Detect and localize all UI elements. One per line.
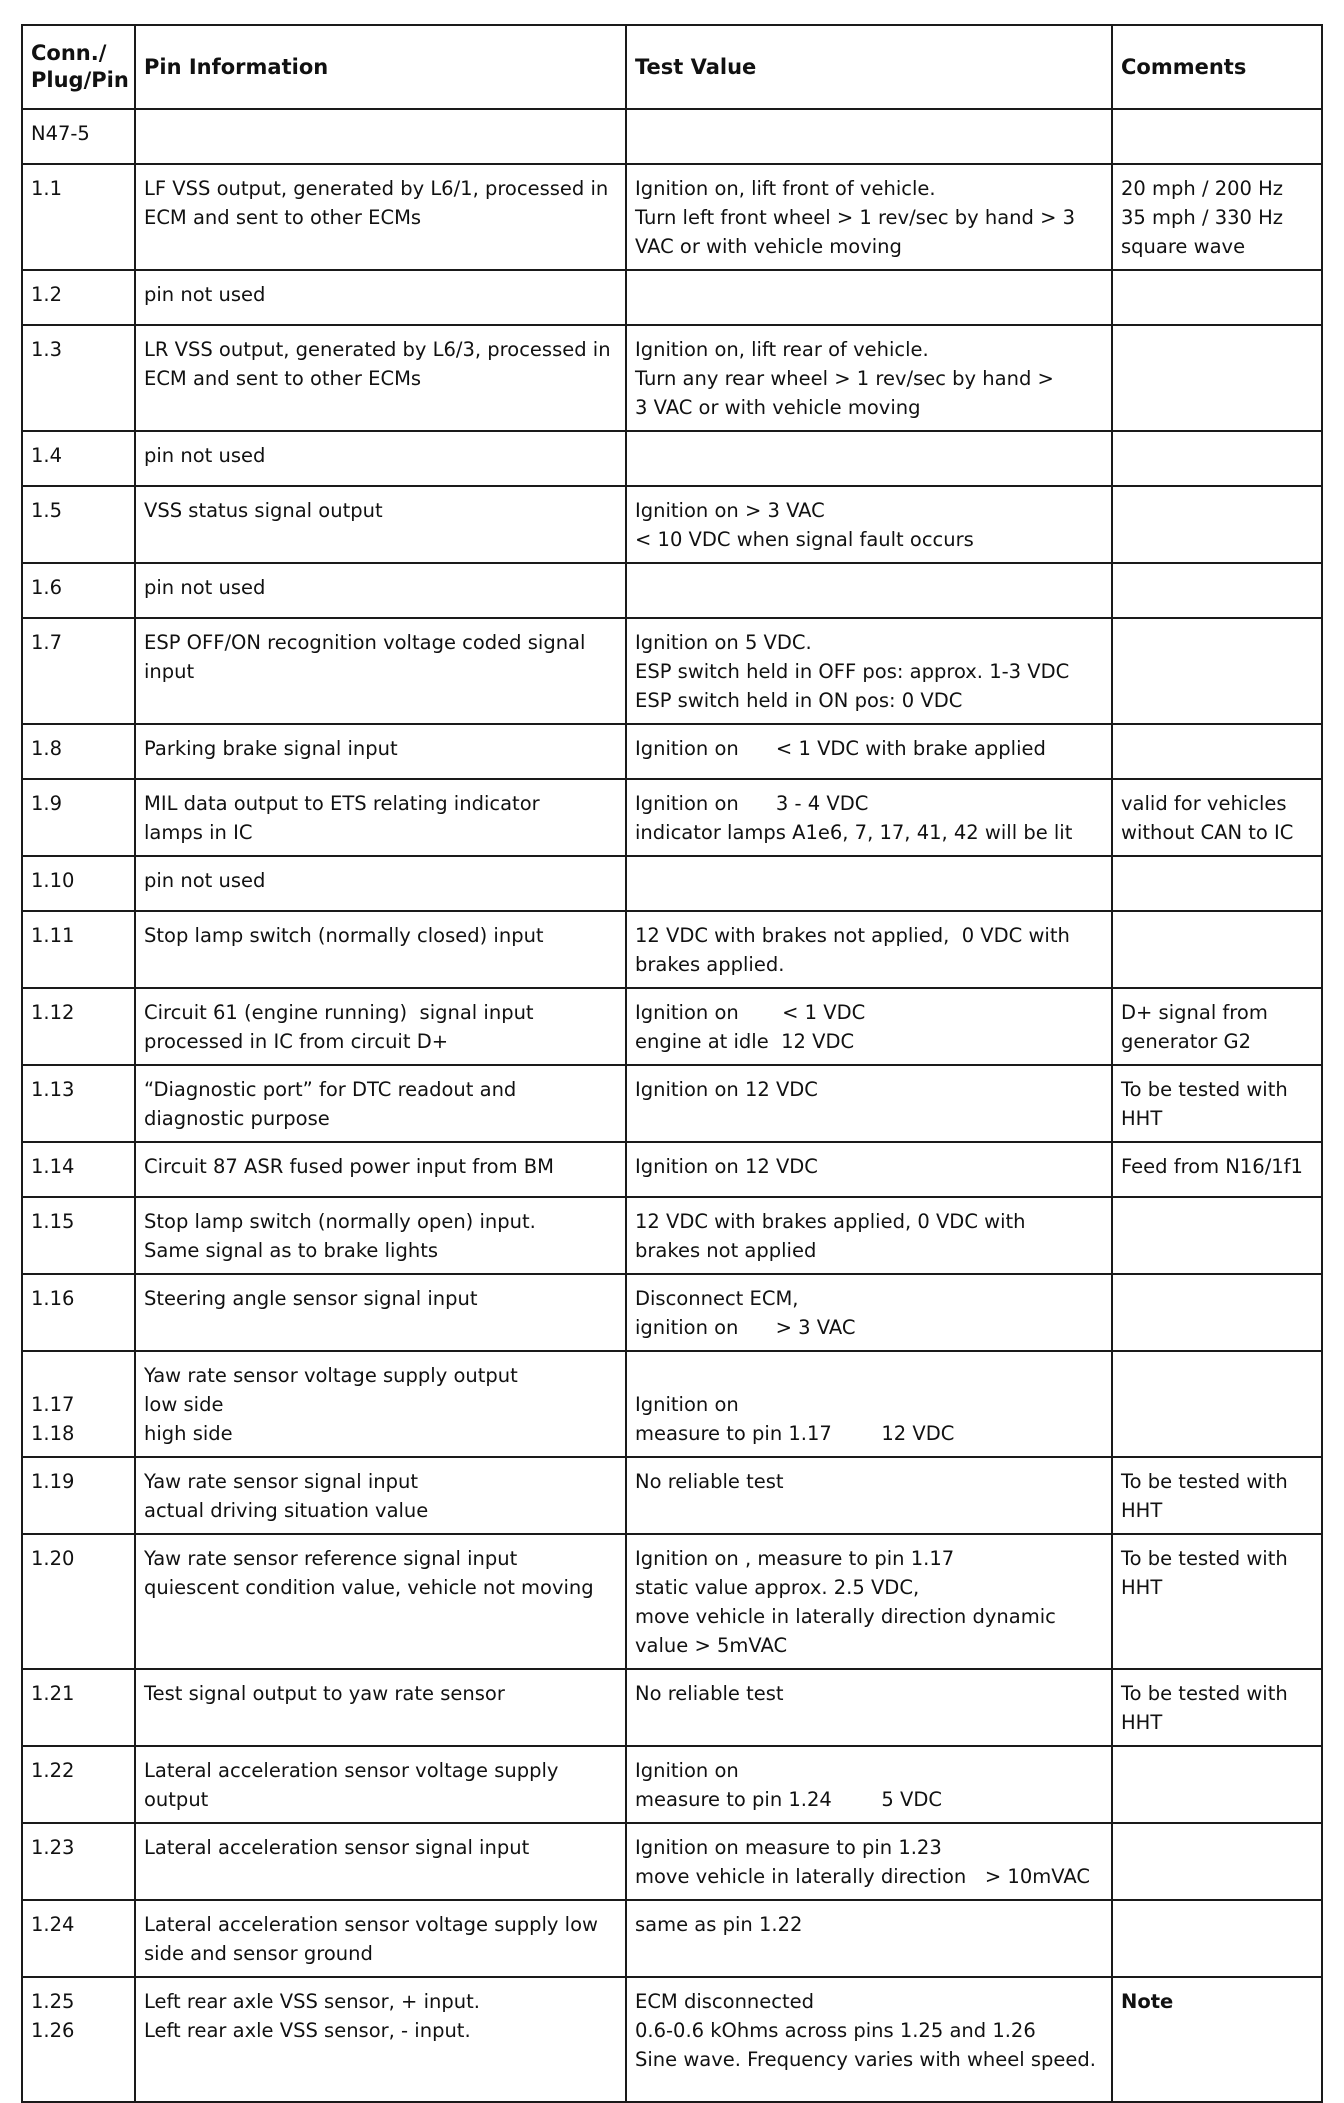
- cell-line: Left rear axle VSS sensor, - input.: [144, 2019, 471, 2042]
- comments-cell: [1112, 1065, 1322, 1142]
- cell-line: No reliable test: [635, 1470, 784, 1493]
- pin-cell: [22, 109, 135, 164]
- cell-line: HHT: [1121, 1107, 1163, 1130]
- cell-line: Ignition on, lift front of vehicle.: [635, 177, 936, 200]
- cell-line: Yaw rate sensor signal input: [144, 1470, 418, 1493]
- pin-info-cell: [135, 563, 626, 618]
- pin-info-cell: [135, 1669, 626, 1746]
- pin-cell: [22, 1197, 135, 1274]
- cell-line: Ignition on 5 VDC.: [635, 631, 812, 654]
- pin-info-cell: [135, 1823, 626, 1900]
- cell-line: To be tested with: [1121, 1547, 1288, 1570]
- cell-line: input: [144, 660, 195, 683]
- pin-info-cell: [135, 1746, 626, 1823]
- cell-line: Stop lamp switch (normally closed) input: [144, 924, 544, 947]
- cell-line: To be tested with: [1121, 1078, 1288, 1101]
- test-value-cell: [626, 486, 1112, 563]
- pin-info-cell: [135, 1274, 626, 1351]
- test-value-cell: [626, 618, 1112, 724]
- cell-line: pin not used: [144, 444, 266, 467]
- pin-cell: [22, 1977, 135, 2102]
- cell-line: Lateral acceleration sensor signal input: [144, 1836, 530, 1859]
- comments-cell: [1112, 1274, 1322, 1351]
- pin-info-cell: [135, 1977, 626, 2102]
- pin-cell: [22, 164, 135, 270]
- cell-line: 1.4: [31, 444, 63, 467]
- cell-line: 1.15: [31, 1210, 75, 1233]
- cell-line: static value approx. 2.5 VDC,: [635, 1576, 920, 1599]
- header-row: [22, 25, 1322, 109]
- cell-line: processed in IC from circuit D+: [144, 1030, 449, 1053]
- cell-line: Turn any rear wheel > 1 rev/sec by hand >: [635, 367, 1054, 390]
- cell-line: 1.2: [31, 283, 63, 306]
- cell-line: 1.11: [31, 924, 75, 947]
- cell-line: engine at idle 12 VDC: [635, 1030, 855, 1053]
- cell-line: lamps in IC: [144, 821, 253, 844]
- cell-line: 12 VDC with brakes applied, 0 VDC with: [635, 1210, 1026, 1233]
- pin-info-cell: [135, 1197, 626, 1274]
- pin-info-cell: [135, 856, 626, 911]
- pin-info-cell: [135, 1142, 626, 1197]
- cell-line: Circuit 61 (engine running) signal input: [144, 1001, 534, 1024]
- cell-line: Ignition on 12 VDC: [635, 1155, 818, 1178]
- cell-line: 35 mph / 330 Hz: [1121, 206, 1284, 229]
- cell-line: < 10 VDC when signal fault occurs: [635, 528, 974, 551]
- cell-line: No reliable test: [635, 1682, 784, 1705]
- cell-line: Left rear axle VSS sensor, + input.: [144, 1990, 480, 2013]
- cell-line: brakes applied.: [635, 953, 785, 976]
- pin-info-cell: [135, 779, 626, 856]
- cell-line: Ignition on: [635, 1393, 739, 1416]
- cell-line: 1.23: [31, 1836, 75, 1859]
- pin-cell: [22, 431, 135, 486]
- table-row: [22, 1065, 1322, 1142]
- cell-line: Ignition on < 1 VDC: [635, 1001, 866, 1024]
- test-value-cell: [626, 1065, 1112, 1142]
- pin-cell: [22, 779, 135, 856]
- cell-line: quiescent condition value, vehicle not moving: [144, 1576, 594, 1599]
- cell-line: high side: [144, 1422, 233, 1445]
- pin-cell: [22, 1823, 135, 1900]
- pin-cell: [22, 270, 135, 325]
- pin-cell: [22, 1142, 135, 1197]
- cell-line: Ignition on 3 - 4 VDC: [635, 792, 869, 815]
- cell-line: Circuit 87 ASR fused power input from BM: [144, 1155, 555, 1178]
- comments-cell: [1112, 431, 1322, 486]
- comments-cell: [1112, 988, 1322, 1065]
- comments-cell: [1112, 1534, 1322, 1669]
- test-value-cell: [626, 1142, 1112, 1197]
- pin-info-table: [21, 24, 1323, 2103]
- pin-cell: [22, 911, 135, 988]
- cell-line: [635, 1361, 1103, 1390]
- pin-info-cell: [135, 164, 626, 270]
- cell-line: Ignition on, lift rear of vehicle.: [635, 338, 929, 361]
- cell-line: 1.16: [31, 1287, 75, 1310]
- cell-line: Test signal output to yaw rate sensor: [144, 1682, 505, 1705]
- table-row: [22, 270, 1322, 325]
- cell-line: VAC or with vehicle moving: [635, 235, 902, 258]
- table-row: [22, 431, 1322, 486]
- cell-line: move vehicle in laterally direction > 10mVAC: [635, 1865, 1090, 1888]
- cell-line: Yaw rate sensor voltage supply output: [144, 1364, 518, 1387]
- comments-cell: [1112, 563, 1322, 618]
- cell-line: measure to pin 1.17 12 VDC: [635, 1422, 955, 1445]
- test-value-cell: [626, 1977, 1112, 2102]
- cell-line: Yaw rate sensor reference signal input: [144, 1547, 518, 1570]
- cell-line: 1.5: [31, 499, 63, 522]
- comments-cell: [1112, 109, 1322, 164]
- cell-line: brakes not applied: [635, 1239, 817, 1262]
- test-value-cell: [626, 1746, 1112, 1823]
- table-row: [22, 856, 1322, 911]
- cell-line: 1.25: [31, 1990, 75, 2013]
- cell-line: same as pin 1.22: [635, 1913, 803, 1936]
- cell-line: indicator lamps A1e6, 7, 17, 41, 42 will be lit: [635, 821, 1073, 844]
- pin-info-cell: [135, 1900, 626, 1977]
- cell-line: Stop lamp switch (normally open) input.: [144, 1210, 536, 1233]
- cell-line: 1.24: [31, 1913, 75, 1936]
- pin-cell: [22, 1274, 135, 1351]
- table-row: [22, 1900, 1322, 1977]
- pin-cell: [22, 1065, 135, 1142]
- table-row: [22, 618, 1322, 724]
- cell-line: pin not used: [144, 869, 266, 892]
- table-row: [22, 109, 1322, 164]
- test-value-cell: [626, 1900, 1112, 1977]
- cell-line: LR VSS output, generated by L6/3, processed in: [144, 338, 611, 361]
- pin-info-cell: [135, 724, 626, 779]
- table-row: [22, 988, 1322, 1065]
- pin-cell: [22, 325, 135, 431]
- cell-line: 1.7: [31, 631, 63, 654]
- pin-info-cell: [135, 988, 626, 1065]
- table-row: [22, 1142, 1322, 1197]
- pin-cell: [22, 563, 135, 618]
- test-value-cell: [626, 1669, 1112, 1746]
- cell-line: VSS status signal output: [144, 499, 383, 522]
- cell-line: Ignition on , measure to pin 1.17: [635, 1547, 955, 1570]
- cell-line: [31, 1361, 126, 1390]
- pin-cell: [22, 724, 135, 779]
- test-value-cell: [626, 563, 1112, 618]
- comments-cell: [1112, 911, 1322, 988]
- table-row: [22, 911, 1322, 988]
- cell-line: Feed from N16/1f1: [1121, 1155, 1303, 1178]
- pin-cell: [22, 1746, 135, 1823]
- cell-line: 1.26: [31, 2019, 75, 2042]
- cell-line: Ignition on 12 VDC: [635, 1078, 818, 1101]
- table-row: [22, 1457, 1322, 1534]
- cell-line: 1.18: [31, 1422, 75, 1445]
- test-value-cell: [626, 1351, 1112, 1457]
- cell-line: square wave: [1121, 235, 1246, 258]
- cell-line: 12 VDC with brakes not applied, 0 VDC with: [635, 924, 1070, 947]
- test-value-cell: [626, 1457, 1112, 1534]
- comments-cell: [1112, 856, 1322, 911]
- comments-cell: [1112, 1197, 1322, 1274]
- cell-line: ECM and sent to other ECMs: [144, 206, 422, 229]
- cell-line: move vehicle in laterally direction dynamic: [635, 1605, 1056, 1628]
- pin-info-cell: [135, 431, 626, 486]
- test-value-cell: [626, 1274, 1112, 1351]
- pin-cell: [22, 1669, 135, 1746]
- test-value-cell: [626, 988, 1112, 1065]
- table-row: [22, 1534, 1322, 1669]
- cell-line: measure to pin 1.24 5 VDC: [635, 1788, 942, 1811]
- test-value-cell: [626, 911, 1112, 988]
- pin-cell: [22, 1900, 135, 1977]
- table-row: [22, 1351, 1322, 1457]
- cell-line: 1.17: [31, 1393, 75, 1416]
- cell-line: ESP switch held in ON pos: 0 VDC: [635, 689, 963, 712]
- cell-line: 3 VAC or with vehicle moving: [635, 396, 921, 419]
- table-row: [22, 1197, 1322, 1274]
- pin-cell: [22, 988, 135, 1065]
- test-value-cell: [626, 431, 1112, 486]
- cell-line: 1.22: [31, 1759, 75, 1782]
- pin-info-cell: [135, 1457, 626, 1534]
- comments-cell: [1112, 1823, 1322, 1900]
- cell-line: 1.13: [31, 1078, 75, 1101]
- table-row: [22, 724, 1322, 779]
- cell-line: Lateral acceleration sensor voltage supply: [144, 1759, 559, 1782]
- comments-cell: [1112, 1977, 1322, 2102]
- cell-line: 1.1: [31, 177, 63, 200]
- cell-line: Ignition on > 3 VAC: [635, 499, 825, 522]
- cell-line: 1.6: [31, 576, 63, 599]
- test-value-cell: [626, 779, 1112, 856]
- cell-line: generator G2: [1121, 1030, 1252, 1053]
- cell-line: 20 mph / 200 Hz: [1121, 177, 1284, 200]
- cell-line: HHT: [1121, 1711, 1163, 1734]
- cell-line: 1.19: [31, 1470, 75, 1493]
- cell-line: without CAN to IC: [1121, 821, 1294, 844]
- comments-cell: [1112, 164, 1322, 270]
- cell-line: ECM disconnected: [635, 1990, 815, 2013]
- cell-line: Turn left front wheel > 1 rev/sec by hand > 3: [635, 206, 1076, 229]
- cell-line: MIL data output to ETS relating indicator: [144, 792, 540, 815]
- test-value-cell: [626, 1823, 1112, 1900]
- comments-cell: [1112, 618, 1322, 724]
- pin-info-cell: [135, 270, 626, 325]
- cell-line: 1.8: [31, 737, 63, 760]
- table-row: [22, 164, 1322, 270]
- cell-line: ignition on > 3 VAC: [635, 1316, 856, 1339]
- table-row: [22, 325, 1322, 431]
- cell-line: value > 5mVAC: [635, 1634, 788, 1657]
- table-row: [22, 1823, 1322, 1900]
- comments-cell: [1112, 1351, 1322, 1457]
- cell-line: LF VSS output, generated by L6/1, processed in: [144, 177, 609, 200]
- cell-line: pin not used: [144, 576, 266, 599]
- pin-cell: [22, 1534, 135, 1669]
- pin-info-cell: [135, 109, 626, 164]
- pin-cell: [22, 856, 135, 911]
- cell-line: 1.12: [31, 1001, 75, 1024]
- test-value-cell: [626, 164, 1112, 270]
- table-row: [22, 1274, 1322, 1351]
- test-value-cell: [626, 1197, 1112, 1274]
- cell-line: actual driving situation value: [144, 1499, 429, 1522]
- comments-cell: [1112, 486, 1322, 563]
- pin-info-cell: [135, 911, 626, 988]
- cell-line: 1.10: [31, 869, 75, 892]
- table-row: [22, 1669, 1322, 1746]
- cell-line: To be tested with: [1121, 1682, 1288, 1705]
- table-row: [22, 1977, 1322, 2102]
- header-conn-line-1: Conn./ Plug/Pin: [31, 41, 129, 92]
- cell-line: Disconnect ECM,: [635, 1287, 799, 1310]
- table-row: [22, 1746, 1322, 1823]
- comments-cell: [1112, 1746, 1322, 1823]
- cell-line: ECM and sent to other ECMs: [144, 367, 422, 390]
- header-test-value: Test Value: [626, 25, 1112, 109]
- cell-line: 1.3: [31, 338, 63, 361]
- pin-info-cell: [135, 1534, 626, 1669]
- table-body: [22, 109, 1322, 2102]
- comments-cell: [1112, 1900, 1322, 1977]
- test-value-cell: [626, 724, 1112, 779]
- cell-line: HHT: [1121, 1576, 1163, 1599]
- test-value-cell: [626, 325, 1112, 431]
- pin-cell: [22, 1351, 135, 1457]
- test-value-cell: [626, 109, 1112, 164]
- cell-line: low side: [144, 1393, 224, 1416]
- pin-info-cell: [135, 1351, 626, 1457]
- cell-line: D+ signal from: [1121, 1001, 1268, 1024]
- cell-line: valid for vehicles: [1121, 792, 1287, 815]
- cell-line: To be tested with: [1121, 1470, 1288, 1493]
- pin-info-cell: [135, 1065, 626, 1142]
- test-value-cell: [626, 270, 1112, 325]
- cell-line: 0.6-0.6 kOhms across pins 1.25 and 1.26: [635, 2019, 1036, 2042]
- cell-line: Sine wave. Frequency varies with wheel speed.: [635, 2048, 1096, 2071]
- comments-cell: [1112, 1457, 1322, 1534]
- test-value-cell: [626, 856, 1112, 911]
- cell-line: Ignition on < 1 VDC with brake applied: [635, 737, 1046, 760]
- cell-line: 1.14: [31, 1155, 75, 1178]
- table-row: [22, 779, 1322, 856]
- table-row: [22, 563, 1322, 618]
- cell-line: 1.9: [31, 792, 63, 815]
- cell-line: Parking brake signal input: [144, 737, 398, 760]
- pin-cell: [22, 1457, 135, 1534]
- cell-line: Steering angle sensor signal input: [144, 1287, 478, 1310]
- pin-cell: [22, 486, 135, 563]
- test-value-cell: [626, 1534, 1112, 1669]
- comments-cell: [1112, 779, 1322, 856]
- table-row: [22, 486, 1322, 563]
- pin-info-cell: [135, 325, 626, 431]
- comments-cell: [1112, 270, 1322, 325]
- comments-cell: [1112, 1142, 1322, 1197]
- cell-line: 1.21: [31, 1682, 75, 1705]
- comments-cell: [1112, 325, 1322, 431]
- cell-line: diagnostic purpose: [144, 1107, 330, 1130]
- cell-line: Same signal as to brake lights: [144, 1239, 438, 1262]
- cell-line: “Diagnostic port” for DTC readout and: [144, 1078, 517, 1101]
- cell-line: N47-5: [31, 122, 90, 145]
- pin-info-cell: [135, 486, 626, 563]
- cell-line: Lateral acceleration sensor voltage supply low: [144, 1913, 598, 1936]
- cell-line: Note: [1121, 1990, 1174, 2013]
- cell-line: ESP switch held in OFF pos: approx. 1-3 VDC: [635, 660, 1070, 683]
- comments-cell: [1112, 1669, 1322, 1746]
- pin-cell: [22, 618, 135, 724]
- cell-line: side and sensor ground: [144, 1942, 373, 1965]
- comments-cell: [1112, 724, 1322, 779]
- header-pin-information: Pin Information: [135, 25, 626, 109]
- header-comments: Comments: [1112, 25, 1322, 109]
- cell-line: HHT: [1121, 1499, 1163, 1522]
- cell-line: ESP OFF/ON recognition voltage coded signal: [144, 631, 586, 654]
- cell-line: pin not used: [144, 283, 266, 306]
- header-conn-plug-pin: [22, 25, 135, 109]
- cell-line: Ignition on: [635, 1759, 739, 1782]
- pin-info-cell: [135, 618, 626, 724]
- cell-line: Ignition on measure to pin 1.23: [635, 1836, 942, 1859]
- cell-line: output: [144, 1788, 209, 1811]
- cell-line: 1.20: [31, 1547, 75, 1570]
